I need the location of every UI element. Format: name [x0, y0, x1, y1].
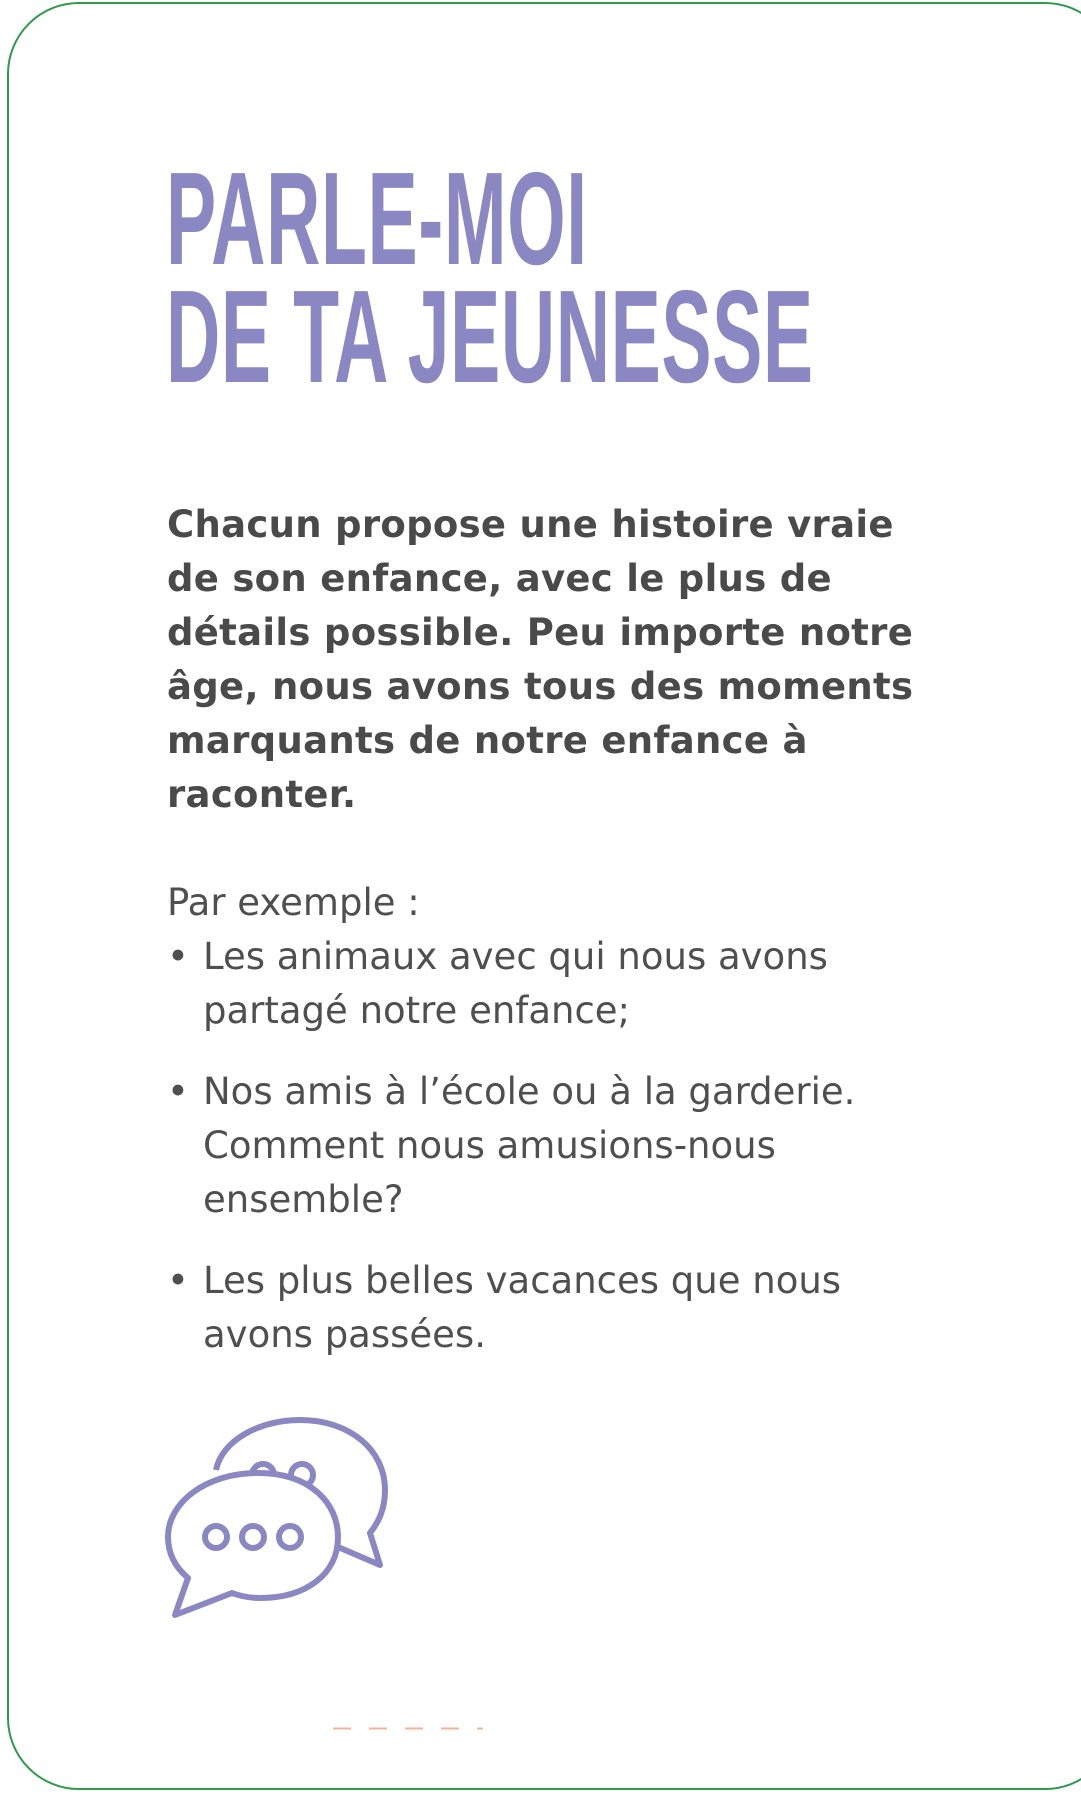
list-item	[167, 930, 927, 1038]
bullet: •	[167, 935, 189, 978]
examples-label: Par exemple :	[167, 881, 420, 924]
bullet: •	[167, 1259, 189, 1302]
list-item-text: Les plus belles vacances que nous avons passées.	[203, 1259, 842, 1356]
decorative-dashes	[333, 1727, 483, 1730]
list-item-text: Les animaux avec qui nous avons partagé notre enfance;	[203, 935, 828, 1032]
list-item-text: Nos amis à l’école ou à la garderie. Comment nous amusions-nous ensemble?	[203, 1070, 856, 1221]
card-title	[166, 145, 814, 410]
title-line-2: DE TA JEUNESSE	[166, 263, 814, 410]
list-item	[167, 1254, 927, 1362]
title-line-1: PARLE-MOI	[166, 145, 588, 292]
chat-bubbles-icon	[160, 1415, 400, 1630]
list-item	[167, 1065, 927, 1227]
intro-paragraph: Chacun propose une histoire vraie de son enfance, avec le plus de détails possible. Peu importe notre âge, nous avons tous des moments marquants de notre enfance à raconter.	[167, 503, 914, 816]
bullet: •	[167, 1070, 189, 1113]
examples-list	[167, 930, 927, 1389]
